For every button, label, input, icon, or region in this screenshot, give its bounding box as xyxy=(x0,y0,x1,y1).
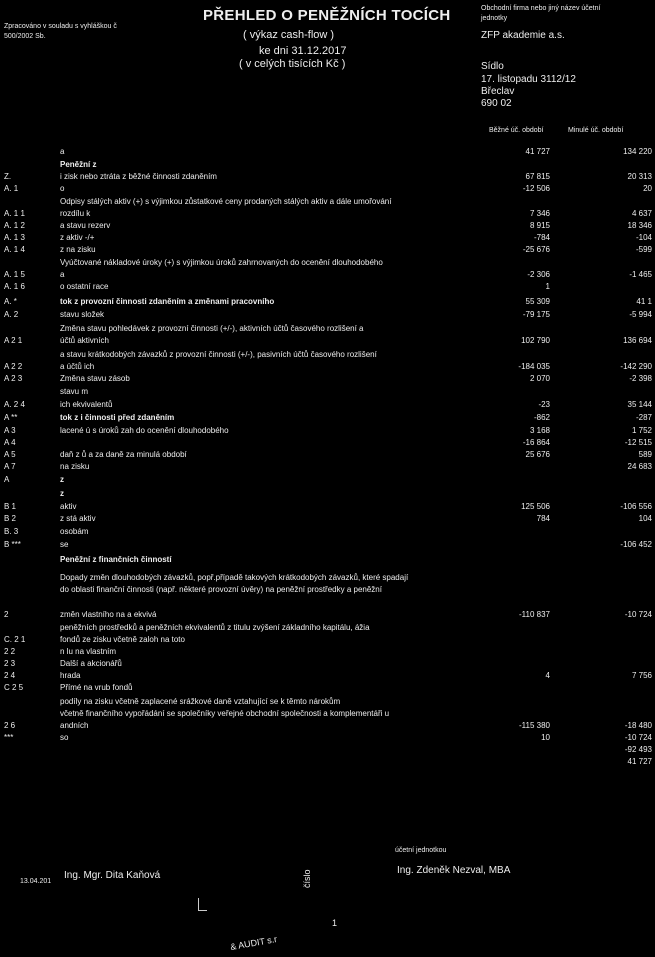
stamp-text: & AUDIT s.r xyxy=(229,933,278,953)
row-code: A 3 xyxy=(4,426,16,435)
row-label: ich ekvivalentů xyxy=(60,400,113,409)
row-label: tok z provozní činnosti zdaněním a změnami pracovního xyxy=(60,297,275,306)
firm-name: ZFP akademie a.s. xyxy=(481,30,565,41)
row-code: A ** xyxy=(4,413,18,422)
row-code: 2 xyxy=(4,610,9,619)
row-value-current: 125 506 xyxy=(521,502,550,511)
row-value-current: 41 727 xyxy=(525,147,550,156)
row-label: z xyxy=(60,489,64,498)
row-value-previous: 134 220 xyxy=(623,147,652,156)
row-value-current: 2 070 xyxy=(529,374,550,383)
row-value-current: 7 346 xyxy=(529,209,550,218)
seat-zip: 690 02 xyxy=(481,98,512,109)
row-code: A xyxy=(4,475,10,484)
row-value-current: 67 815 xyxy=(525,172,550,181)
row-code: A. 1 6 xyxy=(4,282,25,291)
report-date: ke dni 31.12.2017 xyxy=(259,45,347,57)
row-value-previous: 104 xyxy=(638,514,652,523)
row-code: A. 2 xyxy=(4,310,19,319)
signer-right: Ing. Zdeněk Nezval, MBA xyxy=(397,865,511,876)
row-value-current: -115 380 xyxy=(519,721,550,730)
row-label: daň z ů a za daně za minulá období xyxy=(60,450,187,459)
row-label: Vyúčtované nákladové úroky (+) s výjimkou úroků zahrnovaných do ocenění dlouhodobého xyxy=(60,258,383,267)
seat-street: 17. listopadu 3112/12 xyxy=(481,74,576,85)
signer-left: Ing. Mgr. Dita Kaňová xyxy=(64,870,161,881)
row-value-current: -2 306 xyxy=(527,270,550,279)
row-value-current: -184 035 xyxy=(518,362,550,371)
row-value-previous: 4 637 xyxy=(631,209,652,218)
row-value-previous: -106 452 xyxy=(620,540,652,549)
row-value-previous: -104 xyxy=(635,233,652,242)
row-value-previous: -18 480 xyxy=(624,721,652,730)
row-label: o ostatní race xyxy=(60,282,109,291)
row-value-current: -25 676 xyxy=(522,245,550,254)
row-value-current: 25 676 xyxy=(525,450,550,459)
row-label: hrada xyxy=(60,671,81,680)
row-value-current: 55 309 xyxy=(525,297,550,306)
row-value-current: 1 xyxy=(545,282,550,291)
regulation-note-line1: Zpracováno v souladu s vyhláškou č xyxy=(4,23,117,30)
row-label: andních xyxy=(60,721,89,730)
regulation-note-line2: 500/2002 Sb. xyxy=(4,33,46,40)
report-units: ( v celých tisících Kč ) xyxy=(239,58,346,70)
row-value-current: 102 790 xyxy=(521,336,550,345)
row-label: n lu na vlastním xyxy=(60,647,117,656)
row-code: 2 3 xyxy=(4,659,16,668)
row-value-previous: -5 994 xyxy=(629,310,652,319)
row-value-current: -784 xyxy=(533,233,550,242)
row-code: A. 1 xyxy=(4,184,19,193)
row-label: do oblasti finanční činnosti (např. některé provozní úvěry) na peněžní prostředky a peněžní xyxy=(60,585,382,594)
row-label: a stavu rezerv xyxy=(60,221,111,230)
firm-label-line2: jednotky xyxy=(481,15,508,22)
row-value-previous: 7 756 xyxy=(631,671,652,680)
firm-label-line1: Obchodní firma nebo jiný název účetní xyxy=(481,5,601,12)
row-value-current: 10 xyxy=(541,733,550,742)
unit-label: účetní jednotkou xyxy=(395,847,447,854)
row-code: 2 2 xyxy=(4,647,16,656)
row-label: rozdílu k xyxy=(60,209,91,218)
row-label: se xyxy=(60,540,69,549)
row-value-current: -110 837 xyxy=(519,610,550,619)
row-label: a xyxy=(60,147,65,156)
row-value-previous: -287 xyxy=(635,413,652,422)
row-code: B. 3 xyxy=(4,527,19,536)
row-value-current: -23 xyxy=(538,400,550,409)
row-label: a účtů ich xyxy=(60,362,95,371)
row-label: so xyxy=(60,733,69,742)
row-label: Další a akcionářů xyxy=(60,659,122,668)
row-value-current: 4 xyxy=(545,671,550,680)
row-code: 2 6 xyxy=(4,721,16,730)
row-label: osobám xyxy=(60,527,89,536)
row-label: z na zisku xyxy=(60,245,96,254)
stamp-word: číslo xyxy=(302,869,312,888)
row-label: fondů ze zisku včetně zaloh na toto xyxy=(60,635,185,644)
row-value-previous: 20 xyxy=(643,184,652,193)
report-subtitle: ( výkaz cash-flow ) xyxy=(243,29,335,41)
row-label: Odpisy stálých aktiv (+) s výjimkou zůstatkové ceny prodaných stálých aktiv a dále umořování xyxy=(60,197,392,206)
seat-label: Sídlo xyxy=(481,61,504,72)
row-label: stavu m xyxy=(60,387,89,396)
row-value-previous: -106 556 xyxy=(620,502,652,511)
row-value-previous: 589 xyxy=(638,450,652,459)
row-code: A. 1 5 xyxy=(4,270,25,279)
row-value-previous: 20 313 xyxy=(627,172,652,181)
row-label: změn vlastního na a ekvivá xyxy=(60,610,157,619)
row-value-previous: 41 1 xyxy=(636,297,652,306)
row-label: Přímé na vrub fondů xyxy=(60,683,133,692)
seat-city: Břeclav xyxy=(481,86,515,97)
row-value-current: -79 175 xyxy=(522,310,550,319)
row-code: A. 2 4 xyxy=(4,400,25,409)
row-value-previous: -92 493 xyxy=(624,745,652,754)
row-code: A. 1 1 xyxy=(4,209,25,218)
row-label: Peněžní z xyxy=(60,160,97,169)
row-code: *** xyxy=(4,733,14,742)
row-value-current: -16 864 xyxy=(522,438,550,447)
row-value-current: -862 xyxy=(533,413,550,422)
row-code: A 7 xyxy=(4,462,16,471)
row-code: Z. xyxy=(4,172,12,181)
row-label: včetně finančního vypořádání se společníky veřejné obchodní společnosti a komplementáři u xyxy=(60,709,390,718)
row-value-previous: 41 727 xyxy=(627,757,652,766)
row-code: A. 1 2 xyxy=(4,221,25,230)
row-value-current: 3 168 xyxy=(529,426,550,435)
row-value-previous: -2 398 xyxy=(629,374,652,383)
row-code: A. * xyxy=(4,297,17,306)
stamp-mark xyxy=(198,898,207,911)
row-value-previous: -142 290 xyxy=(620,362,652,371)
row-label: a stavu krátkodobých závazků z provozní činnosti (+/-), pasivních účtů časového rozlišení xyxy=(60,350,377,359)
row-code: C 2 5 xyxy=(4,683,24,692)
row-label: Peněžní z finančních činností xyxy=(60,555,172,564)
row-value-previous: -12 515 xyxy=(624,438,652,447)
row-label: z xyxy=(60,475,64,484)
row-label: z stá aktiv xyxy=(60,514,96,523)
row-label: Změna stavu pohledávek z provozní činnosti (+/-), aktivních účtů časového rozlišení a xyxy=(60,324,364,333)
row-label: stavu složek xyxy=(60,310,105,319)
row-value-previous: 136 694 xyxy=(623,336,652,345)
row-value-previous: 18 346 xyxy=(627,221,652,230)
report-title: PŘEHLED O PENĚŽNÍCH TOCÍCH xyxy=(203,7,451,24)
row-label: z aktiv -/+ xyxy=(60,233,95,242)
row-code: 2 4 xyxy=(4,671,16,680)
row-label: lacené ú s úroků zah do ocenění dlouhodobého xyxy=(60,426,229,435)
row-value-current: 8 915 xyxy=(529,221,550,230)
row-code: A 4 xyxy=(4,438,16,447)
row-code: B 2 xyxy=(4,514,17,523)
row-label: a xyxy=(60,270,65,279)
row-code: B 1 xyxy=(4,502,17,511)
row-label: i zisk nebo ztráta z běžné činnosti zdaněním xyxy=(60,172,217,181)
row-code: A 5 xyxy=(4,450,16,459)
row-label: na zisku xyxy=(60,462,90,471)
row-code: A. 1 4 xyxy=(4,245,25,254)
row-value-previous: 24 683 xyxy=(627,462,652,471)
row-code: A. 1 3 xyxy=(4,233,25,242)
row-value-current: -12 506 xyxy=(522,184,550,193)
row-label: o xyxy=(60,184,65,193)
row-code: C. 2 1 xyxy=(4,635,26,644)
row-value-current: 784 xyxy=(536,514,550,523)
row-label: Změna stavu zásob xyxy=(60,374,130,383)
row-code: A 2 3 xyxy=(4,374,23,383)
column-header-current: Běžné úč. období xyxy=(489,127,544,134)
row-label: Dopady změn dlouhodobých závazků, popř.případě takových krátkodobých závazků, které spadají xyxy=(60,573,409,582)
row-label: tok z i činnosti před zdaněním xyxy=(60,413,175,422)
row-value-previous: 1 752 xyxy=(631,426,652,435)
row-value-previous: -599 xyxy=(635,245,652,254)
row-value-previous: -1 465 xyxy=(629,270,652,279)
row-label: podíly na zisku včetně zaplacené srážkové daně vztahující se k těmto nárokům xyxy=(60,697,341,706)
signature-date: 13.04.201 xyxy=(20,878,52,885)
row-value-previous: -10 724 xyxy=(624,610,652,619)
row-code: A 2 2 xyxy=(4,362,23,371)
row-label: aktiv xyxy=(60,502,77,511)
row-label: účtů aktivních xyxy=(60,336,109,345)
row-label: peněžních prostředků a peněžních ekvivalentů z titulu zvýšení základního kapitálu, ážia xyxy=(60,623,370,632)
row-value-previous: 35 144 xyxy=(627,400,652,409)
stamp-number: 1 xyxy=(332,918,338,928)
column-header-previous: Minulé úč. období xyxy=(568,127,624,134)
row-code: A 2 1 xyxy=(4,336,23,345)
row-code: B *** xyxy=(4,540,21,549)
row-value-previous: -10 724 xyxy=(624,733,652,742)
